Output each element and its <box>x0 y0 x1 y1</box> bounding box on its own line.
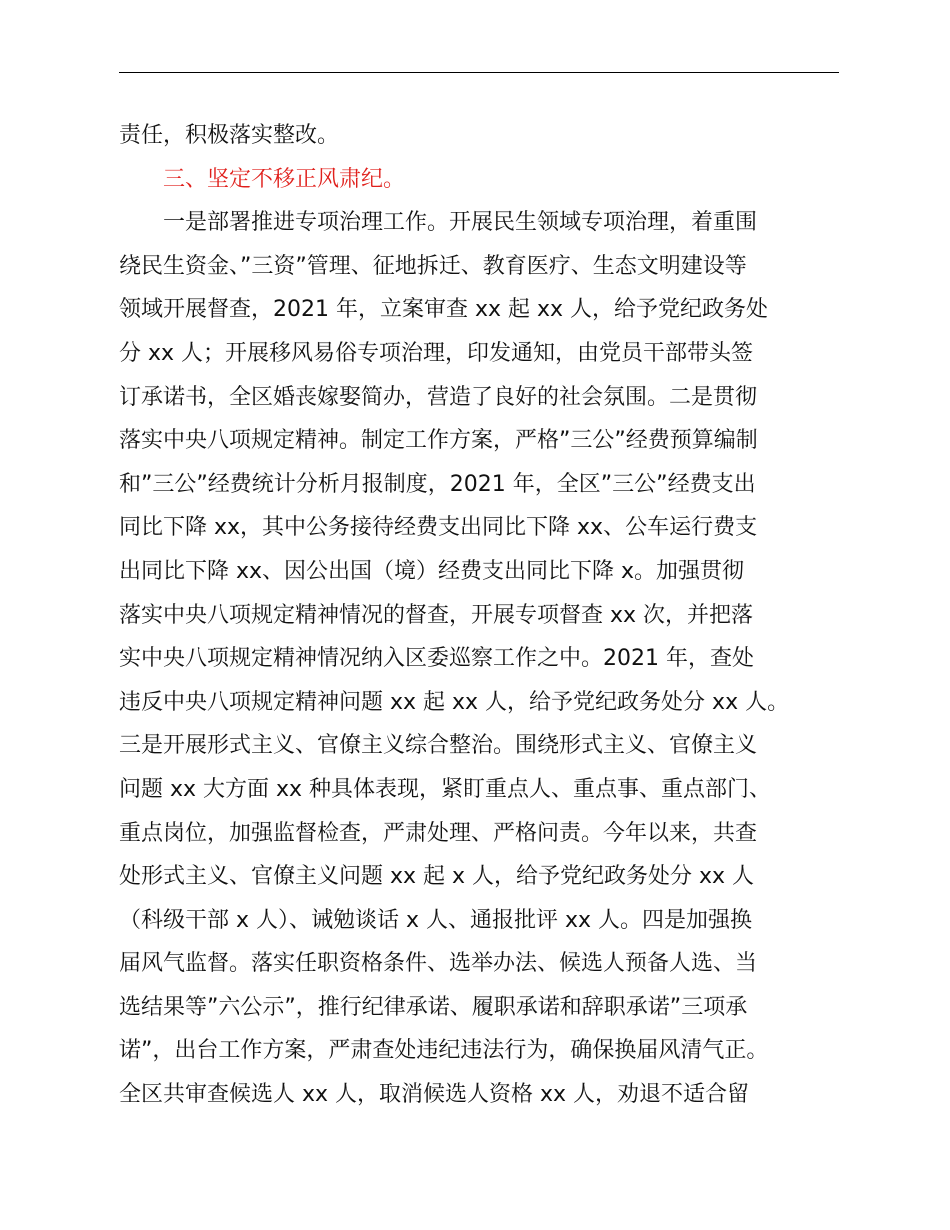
paragraph-line: 问题 xx 大方面 xx 种具体表现，紧盯重点人、重点事、重点部门、 <box>119 776 772 802</box>
paragraph-line: 三是开展形式主义、官僚主义综合整治。围绕形式主义、官僚主义 <box>119 733 758 759</box>
paragraph-line: （科级干部 x 人）、诫勉谈话 x 人、通报批评 xx 人。四是加强换 <box>119 907 753 933</box>
paragraph-line: 选结果等”六公示”，推行纪律承诺、履职承诺和辞职承诺”三项承 <box>119 994 748 1020</box>
body-text <box>119 114 841 1117</box>
paragraph-line: 诺”，出台工作方案，严肃查处违纪违法行为，确保换届风清气正。 <box>119 1038 769 1064</box>
paragraph-line: 届风气监督。落实任职资格条件、选举办法、候选人预备人选、当 <box>119 951 758 977</box>
paragraph-line: 实中央八项规定精神情况纳入区委巡察工作之中。2021 年，查处 <box>119 646 754 672</box>
paragraph-line: 违反中央八项规定精神问题 xx 起 xx 人，给予党纪政务处分 xx 人。 <box>119 689 790 715</box>
paragraph-line: 重点岗位，加强监督检查，严肃处理、严格问责。今年以来，共查 <box>119 820 758 846</box>
header-rule <box>119 72 839 73</box>
paragraph-line: 绕民生资金、”三资”管理、征地拆迁、教育医疗、生态文明建设等 <box>119 253 747 279</box>
paragraph-line: 同比下降 xx，其中公务接待经费支出同比下降 xx、公车运行费支 <box>119 515 758 541</box>
paragraph-line: 处形式主义、官僚主义问题 xx 起 x 人，给予党纪政务处分 xx 人 <box>119 864 755 890</box>
paragraph-line: 全区共审查候选人 xx 人，取消候选人资格 xx 人，劝退不适合留 <box>119 1082 750 1108</box>
paragraph-line: 订承诺书，全区婚丧嫁娶简办，营造了良好的社会氛围。二是贯彻 <box>119 384 758 410</box>
paragraph-line: 落实中央八项规定精神情况的督查，开展专项督查 xx 次，并把落 <box>119 602 754 628</box>
paragraph-line: 出同比下降 xx、因公出国（境）经费支出同比下降 x。加强贯彻 <box>119 558 745 584</box>
paragraph-line: 领域开展督查，2021 年，立案审查 xx 起 xx 人，给予党纪政务处 <box>119 297 769 323</box>
paragraph-line: 一是部署推进专项治理工作。开展民生领域专项治理，着重围 <box>163 210 758 236</box>
paragraph-line: 和”三公”经费统计分析月报制度，2021 年，全区”三公”经费支出 <box>119 471 756 497</box>
paragraph-line: 落实中央八项规定精神。制定工作方案，严格”三公”经费预算编制 <box>119 428 758 454</box>
section-heading: 三、坚定不移正风肃纪。 <box>163 166 406 192</box>
paragraph-line: 责任，积极落实整改。 <box>119 123 340 148</box>
paragraph-line: 分 xx 人；开展移风易俗专项治理，印发通知，由党员干部带头签 <box>119 340 754 366</box>
